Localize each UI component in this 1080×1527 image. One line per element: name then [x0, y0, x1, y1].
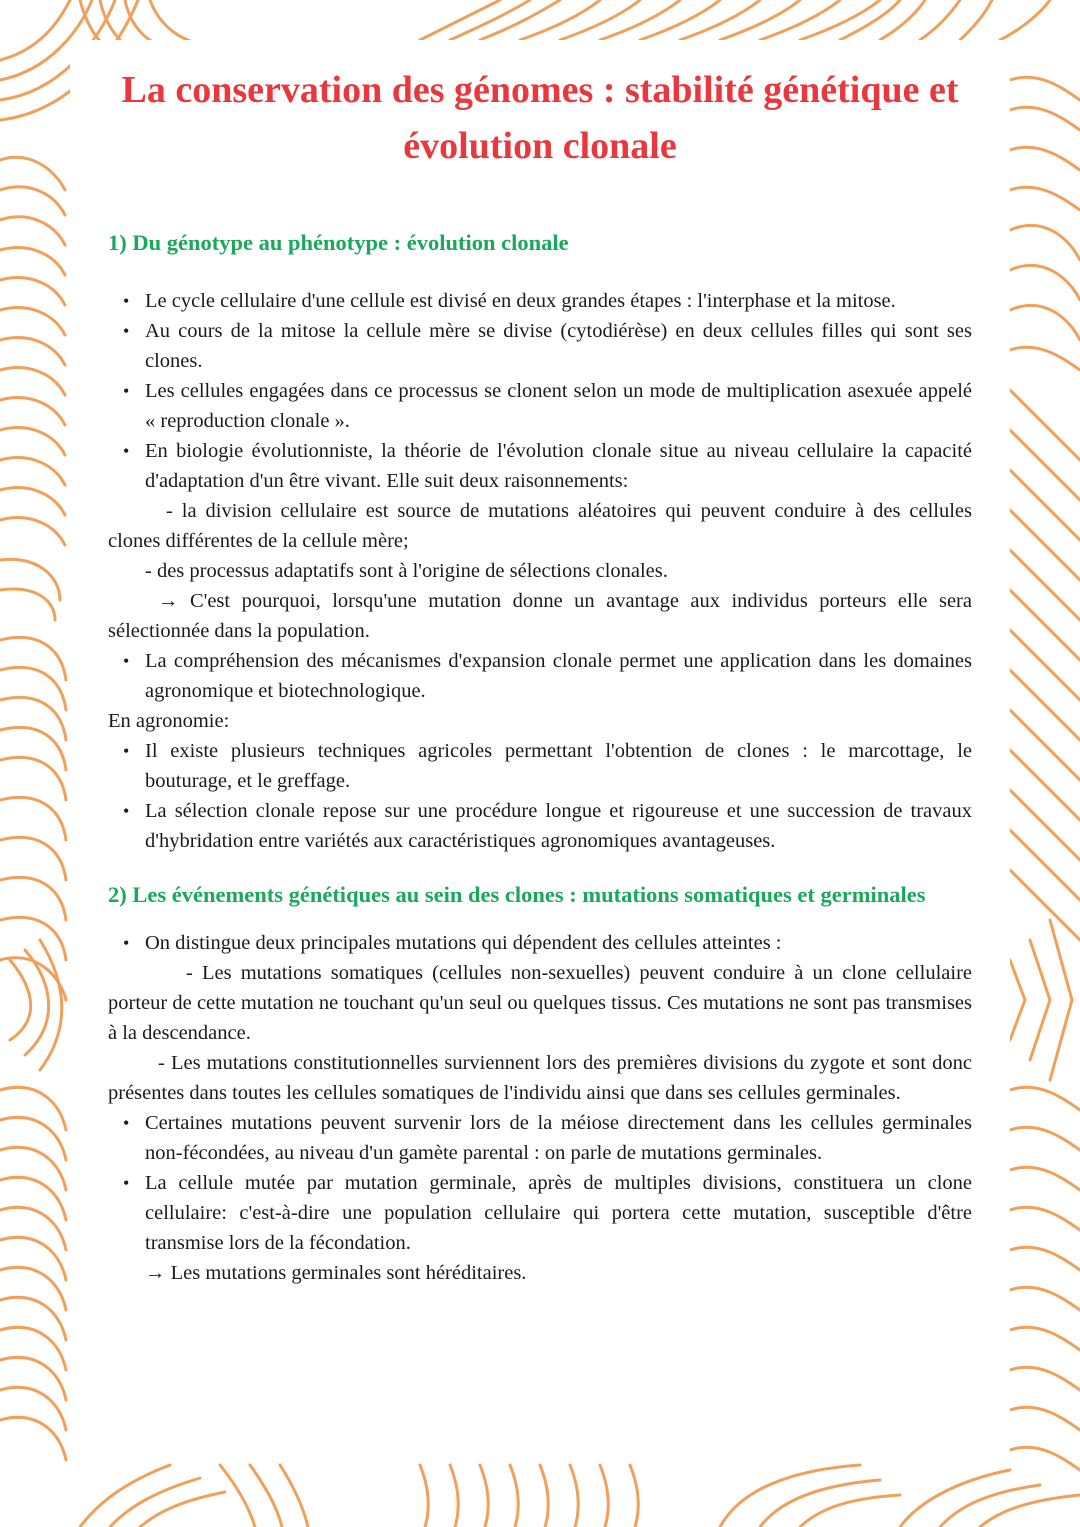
list-item: • On distingue deux principales mutations qui dépendent des cellules atteintes :	[108, 928, 972, 958]
list-item: • La compréhension des mécanismes d'expansion clonale permet une application dans les domaines agronomique et biotechnologique.	[108, 646, 972, 706]
section-1-heading: 1) Du génotype au phénotype : évolution clonale	[108, 230, 569, 255]
section-1-bullets-b	[108, 646, 972, 706]
list-item: • En biologie évolutionniste, la théorie de l'évolution clonale situe au niveau cellulaire la capacité d'adaptation d'un être vivant. Elle suit deux raisonnements:	[108, 436, 972, 496]
constitutional-mutations-text: - Les mutations constitutionnelles surviennent lors des premières divisions du zygote et sont donc présentes dans toutes les cellules somatiques de l'individu ainsi que dans ses cellules germinales.	[108, 1052, 972, 1104]
reasoning-1: - la division cellulaire est source de mutations aléatoires qui peuvent conduire à des cellules clones différentes de la cellule mère;	[108, 500, 972, 552]
list-item: • La cellule mutée par mutation germinale, après de multiples divisions, constituera un clone cellulaire: c'est-à-dire une population cellulaire qui portera cette mutation, susceptible d'être transmise lors de la fécondation.	[108, 1168, 972, 1258]
list-item: • Au cours de la mitose la cellule mère se divise (cytodiérèse) en deux cellules filles qui sont ses clones.	[108, 316, 972, 376]
list-item: • Les cellules engagées dans ce processus se clonent selon un mode de multiplication asexuée appelé « reproduction clonale ».	[108, 376, 972, 436]
page-sheet	[70, 40, 1010, 1460]
list-item: • Certaines mutations peuvent survenir lors de la méiose directement dans les cellules germinales non-fécondées, au niveau d'un gamète parental : on parle de mutations germinales.	[108, 1108, 972, 1168]
conclusion-text: → C'est pourquoi, lorsqu'une mutation donne un avantage aux individus porteurs elle sera sélectionnée dans la population.	[108, 590, 972, 642]
page-title: La conservation des génomes : stabilité génétique et évolution clonale	[121, 69, 959, 167]
section-1-bullets	[108, 286, 972, 496]
somatic-mutations-text: - Les mutations somatiques (cellules non-sexuelles) peuvent conduire à un clone cellulaire porteur de cette mutation ne touchant qu'un seul ou quelques tissus. Ces mutations ne sont pas transmises à la descendance.	[108, 962, 972, 1044]
conclusion-text: → Les mutations germinales sont héréditaires.	[145, 1262, 527, 1284]
section-1-bullets-c	[108, 736, 972, 856]
list-item: • Le cycle cellulaire d'une cellule est divisé en deux grandes étapes : l'interphase et la mitose.	[108, 286, 972, 316]
list-item: • La sélection clonale repose sur une procédure longue et rigoureuse et une succession de travaux d'hybridation entre variétés aux caractéristiques agronomiques avantageuses.	[108, 796, 972, 856]
section-2-bullets-b	[108, 1108, 972, 1258]
reasoning-2: - des processus adaptatifs sont à l'origine de sélections clonales.	[145, 560, 668, 582]
document-content	[108, 62, 972, 1288]
list-item: • Il existe plusieurs techniques agricoles permettant l'obtention de clones : le marcottage, le bouturage, et le greffage.	[108, 736, 972, 796]
section-2-bullets	[108, 928, 972, 958]
section-2-heading: 2) Les événements génétiques au sein des clones : mutations somatiques et germinales	[108, 882, 926, 907]
agronomy-label: En agronomie:	[108, 710, 230, 732]
